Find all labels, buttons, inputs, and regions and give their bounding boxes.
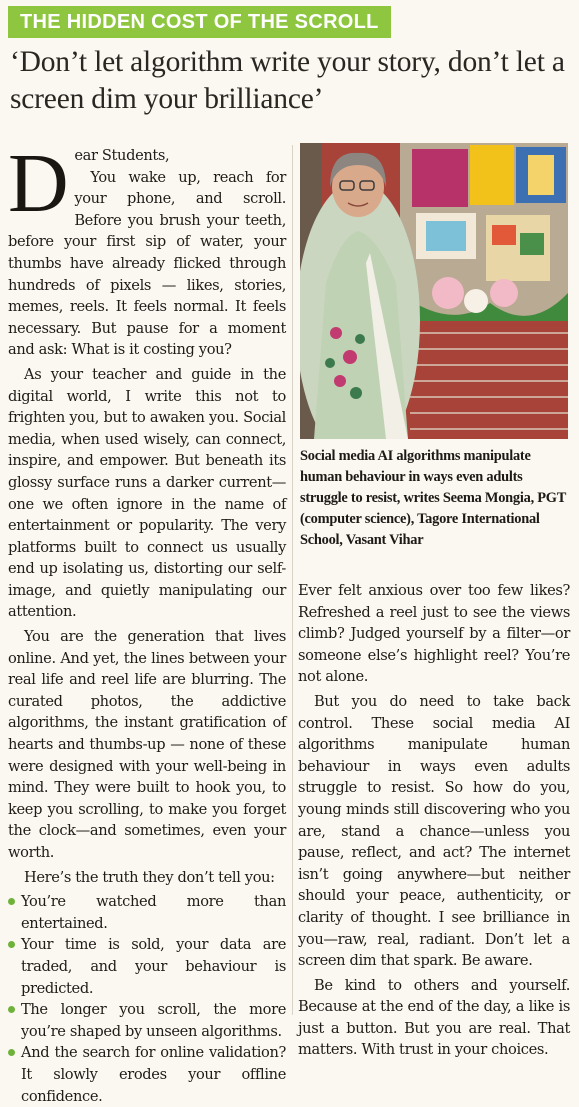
bullet-icon: [8, 898, 15, 905]
column-divider: [292, 145, 293, 1015]
photo-caption: Social media AI algorithms manipulate human behaviour in ways even adults struggle to resist, writes Seema Mongia, PGT (computer science), Tagore International School, Vasant Vihar: [300, 448, 566, 548]
bullet-icon: [8, 1006, 15, 1013]
salutation: ear Students,: [74, 147, 170, 164]
paragraph-6: But you do need to take back control. These social media AI algorithms manipulate human behaviour in ways even adults struggle to resist. So how do you, young minds still discovering who you are, stand a chance—unless you pause, reflect, and act? The internet isn’t going anywhere—but neither should your peace, authenticity, or clarity of thought. I see brilliance in you—raw, real, radiant. Don’t let a screen dim that spark. Be aware.: [298, 692, 570, 970]
paragraph-5: Ever felt anxious over too few likes? Refreshed a reel just to see the views climb? Judged yourself by a filter—or someone else’s highlight reel? You’re not alone.: [298, 582, 570, 686]
section-kicker: THE HIDDEN COST OF THE SCROLL: [8, 6, 391, 38]
article-column-right: [298, 580, 570, 1064]
list-item: You’re watched more than entertained.: [8, 891, 286, 934]
paragraph-7: Be kind to others and yourself. Because at the end of the day, a like is just a button. But you are real. That matters. With trust in your choices.: [298, 976, 570, 1059]
list-item: The longer you scroll, the more you’re shaped by unseen algorithms.: [8, 999, 286, 1042]
author-photo: [300, 143, 568, 439]
bullet-icon: [8, 941, 15, 948]
truth-list: [8, 891, 286, 1107]
teacher-portrait-image: [300, 143, 568, 439]
paragraph-4: Here’s the truth they don’t tell you:: [24, 868, 275, 886]
paragraph-2: As your teacher and guide in the digital world, I write this not to frighten you, but to awaken you. Social media, when used wisely, can connect, inspire, and empower. But beneath its glossy surface runs a darker current—one we often ignore in the name of entertainment or popularity. The very platforms built to connect us usually end up isolating us, distorting our self-image, and quietly manipulating our attention.: [8, 365, 286, 621]
list-item: And the search for online validation? It slowly erodes your offline confidence.: [8, 1042, 286, 1107]
article-column-left: [8, 137, 286, 1107]
paragraph-3: You are the generation that lives online. And yet, the lines between your real life and reel life are blurring. The curated photos, the addictive algorithms, the instant gratification of hearts and thumbs-up — none of these were designed with your well-being in mind. They were built to hook you, to keep you scrolling, to make you forget the clock—and sometimes, even your worth.: [8, 628, 286, 861]
salutation-paragraph: [8, 137, 286, 361]
list-item: Your time is sold, your data are traded, and your behaviour is predicted.: [8, 934, 286, 999]
bullet-icon: [8, 1049, 15, 1056]
article-headline: ‘Don’t let algorithm write your story, don’t let a screen dim your brilliance’: [10, 46, 565, 115]
paragraph-1: You wake up, reach for your phone, and scroll. Before you brush your teeth, before your first sip of water, your thumbs have already flicked through hundreds of pixels — likes, stories, memes, reels. It feels normal. It feels necessary. But pause for a moment and ask: What is it costing you?: [8, 168, 286, 359]
drop-cap: D: [8, 137, 69, 230]
